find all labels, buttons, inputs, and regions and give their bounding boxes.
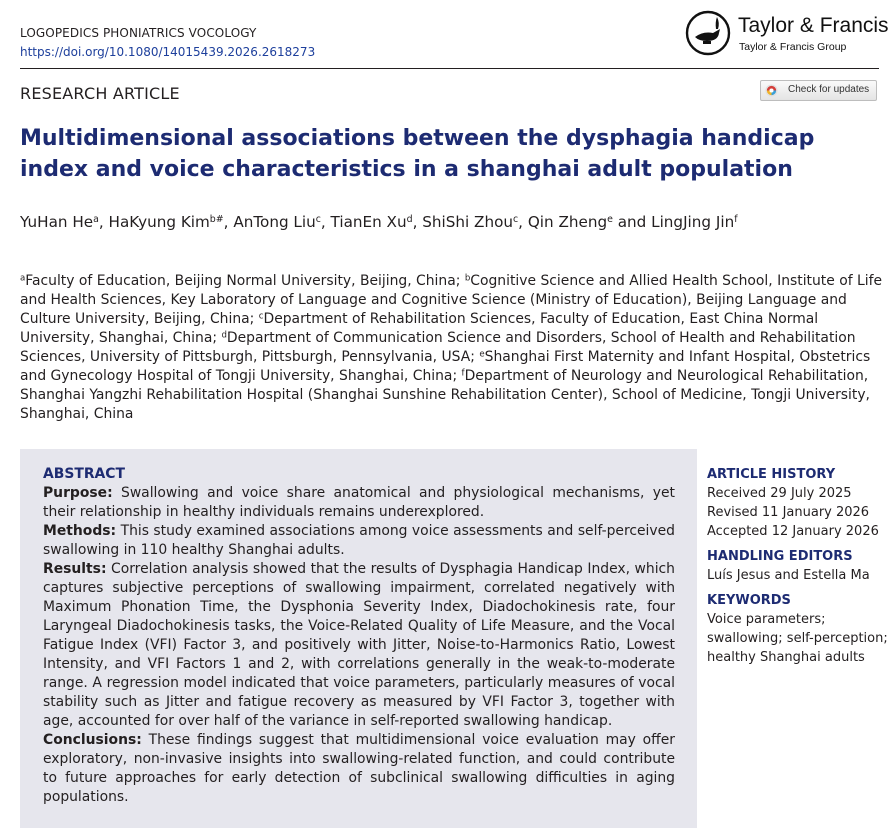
keyword-line: Voice parameters; (707, 612, 826, 627)
check-for-updates-button[interactable] (760, 80, 877, 101)
affiliation-text: Department of Rehabilitation Sciences, Faculty of Education, East China Normal University, Shanghai, China; (20, 311, 819, 346)
abstract-heading: ABSTRACT (43, 466, 125, 482)
doi-link[interactable]: https://doi.org/10.1080/14015439.2026.2618273 (20, 45, 316, 59)
abstract-results (43, 560, 675, 731)
abstract-purpose-label: Purpose: (43, 485, 113, 501)
affiliation-mark: c (258, 311, 264, 322)
author-affiliation-mark: a (93, 213, 99, 225)
author-affiliation-mark: f (734, 213, 738, 225)
publisher-logo[interactable] (685, 10, 889, 60)
publisher-group: Taylor & Francis Group (739, 41, 847, 53)
lamp-icon (685, 10, 731, 56)
abstract-conclusions-label: Conclusions: (43, 732, 142, 748)
handling-editors-heading: HANDLING EDITORS (707, 549, 853, 564)
affiliation-mark: a (20, 273, 26, 284)
abstract-purpose-text: Swallowing and voice share anatomical and physiological mechanisms, yet their relationship in healthy individuals remains underexplored. (43, 485, 675, 520)
author-name[interactable]: ShiShi Zhou (422, 213, 513, 231)
author-separator: and (612, 213, 652, 231)
abstract-methods-text: This study examined associations among voice assessments and self-perceived swallowing in 110 healthy Shanghai adults. (43, 523, 675, 558)
affiliation-mark: e (479, 349, 485, 360)
affiliations (20, 272, 886, 424)
author-name[interactable]: Qin Zheng (527, 213, 608, 231)
received-date: Received 29 July 2025 (707, 486, 852, 501)
author-separator: , (518, 213, 528, 231)
article-type: RESEARCH ARTICLE (20, 84, 180, 103)
author-name[interactable]: LingJing Jin (651, 213, 735, 231)
affiliation-text: Department of Neurology and Neurological Rehabilitation, Shanghai Yangzhi Rehabilitation Hospital (Shanghai Sunshine Rehabilitation Center), School of Medicine, Tongji University, Shanghai, China (20, 368, 870, 422)
accepted-date: Accepted 12 January 2026 (707, 524, 879, 539)
author-name[interactable]: HaKyung Kim (108, 213, 210, 231)
affiliation-mark: f (461, 368, 465, 379)
author-affiliation-mark: c (512, 213, 519, 225)
author-list (20, 210, 870, 234)
affiliation-text: Faculty of Education, Beijing Normal University, Beijing, China; (25, 273, 465, 289)
abstract-conclusions-text: These findings suggest that multidimensional voice evaluation may offer exploratory, non-invasive insights into swallowing-related function, and could contribute to future approaches for early detection of subclinical swallowing difficulties in aging populations. (43, 732, 675, 805)
author-separator: , (320, 213, 331, 231)
author-affiliation-mark: d (406, 213, 413, 225)
abstract-methods-label: Methods: (43, 523, 117, 539)
abstract (43, 465, 675, 807)
keywords-heading: KEYWORDS (707, 593, 791, 608)
abstract-results-label: Results: (43, 561, 107, 577)
author-affiliation-mark: b# (209, 213, 224, 225)
affiliation-mark: d (221, 330, 227, 341)
keyword-line: healthy Shanghai adults (707, 650, 865, 665)
affiliation-mark: b (464, 273, 471, 284)
check-for-updates-label: Check for updates (788, 84, 870, 95)
crossmark-icon (765, 84, 778, 97)
author-separator: , (412, 213, 423, 231)
article-history-heading: ARTICLE HISTORY (707, 467, 836, 482)
affiliation-text: Department of Communication Science and Disorders, School of Health and Rehabilitation Sciences, University of Pittsburgh, Pittsburgh, Pennsylvania, USA; (20, 330, 856, 365)
author-affiliation-mark: e (607, 213, 613, 225)
abstract-methods (43, 522, 675, 560)
author-name[interactable]: YuHan He (20, 213, 94, 231)
author-separator: , (98, 213, 109, 231)
article-title: Multidimensional associations between the dysphagia handicap index and voice characteristics in a shanghai adult population (20, 126, 815, 182)
header-rule (20, 68, 879, 69)
revised-date: Revised 11 January 2026 (707, 505, 870, 520)
author-name[interactable]: TianEn Xu (330, 213, 407, 231)
handling-editors: Luís Jesus and Estella Ma (707, 568, 870, 583)
article-info-sidebar (707, 465, 889, 667)
keyword-line: swallowing; self-perception; (707, 631, 888, 646)
author-name[interactable]: AnTong Liu (233, 213, 316, 231)
abstract-results-text: Correlation analysis showed that the results of Dysphagia Handicap Index, which captures subjective perceptions of swallowing impairment, correlated negatively with Maximum Phonation Time, the Dysphonia Severity Index, Diadochokinesis rate, four Laryngeal Diadochokinesis tasks, the Voice-Related Quality of Life Measure, and the Vocal Fatigue Index (VFI) Factor 3, and positively with Jitter, Noise-to-Harmonics Ratio, Lowest Intensity, and VFI Factors 1 and 2, with correlations generally in the weak-to-moderate range. A regression model indicated that voice parameters, particularly measures of vocal stability such as Jitter and fatigue recovery as measured by VFI Factor 3, together with age, accounted for over half of the variance in self-reported swallowing handicap. (43, 561, 675, 729)
journal-name: LOGOPEDICS PHONIATRICS VOCOLOGY (20, 26, 257, 40)
publisher-name: Taylor & Francis (738, 14, 889, 37)
affiliation-text: Shanghai First Maternity and Infant Hospital, Obstetrics and Gynecology Hospital of Tongji University, Shanghai, China; (20, 349, 871, 384)
affiliation-text: Cognitive Science and Allied Health School, Institute of Life and Health Sciences, Key Laboratory of Language and Cognitive Science (Ministry of Education), Beijing Language and Culture University, Beijing, China; (20, 273, 883, 327)
abstract-conclusions (43, 731, 675, 807)
author-affiliation-mark: c (315, 213, 321, 225)
abstract-purpose (43, 484, 675, 522)
author-separator: , (223, 213, 234, 231)
